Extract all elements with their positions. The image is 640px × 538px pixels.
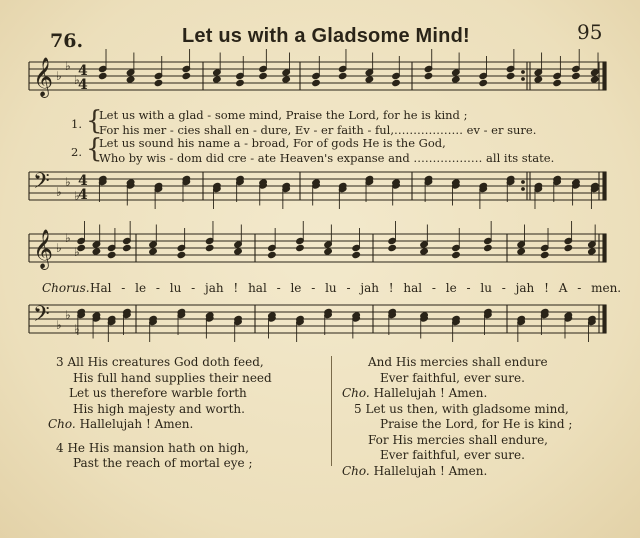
verse-number-1: 1. — [71, 117, 82, 131]
verse1-line2: For his mer - cies shall en - dure, Ev - er faith - ful,……………… ev - er sure. — [99, 123, 537, 137]
verses-left — [48, 355, 272, 472]
svg-text:4: 4 — [78, 187, 88, 203]
svg-text:𝄢: 𝄢 — [33, 169, 50, 199]
svg-text:𝄞: 𝄞 — [33, 229, 54, 269]
verse-4-continued: And His mercies shall endure Ever faithful, ever sure. Cho. Hallelujah ! Amen. — [342, 355, 548, 400]
svg-text:𝄢: 𝄢 — [33, 302, 50, 332]
hymn-number: 76. — [50, 30, 84, 52]
verse-number-2: 2. — [71, 145, 82, 159]
svg-text:♭: ♭ — [74, 322, 80, 336]
brace-verse-1: { — [86, 106, 103, 136]
svg-text:4: 4 — [78, 63, 88, 79]
page-number: 95 — [577, 20, 603, 44]
verse-3: 3 All His creatures God doth feed, His full hand supplies their need Let us therefore warble forth His high majesty and worth. Cho. Hallelujah ! Amen. — [48, 355, 272, 431]
verse2-line1: Let us sound his name a - broad, For of gods He is the God, — [99, 136, 446, 150]
svg-text:♭: ♭ — [56, 241, 62, 255]
hymn-title: Let us with a Gladsome Mind! — [182, 25, 470, 47]
verses-right — [342, 355, 573, 479]
svg-text:♭: ♭ — [56, 185, 62, 199]
brace-verse-2: { — [86, 134, 103, 164]
svg-text:♭: ♭ — [74, 245, 80, 259]
svg-text:♭: ♭ — [74, 73, 80, 87]
chorus-label: Chorus. — [42, 281, 90, 295]
svg-text:4: 4 — [78, 173, 88, 189]
chorus-text: Hal - le - lu - jah ! hal - le - lu - jah ! hal - le - lu - jah ! A - men. — [90, 281, 622, 295]
svg-text:𝄞: 𝄞 — [33, 57, 54, 97]
verse-5: 5 Let us then, with gladsome mind, Praise the Lord, for He is kind ; For His mercies shall endure, Ever faithful, ever sure. Cho. Hallelujah ! Amen. — [342, 401, 573, 478]
svg-text:♭: ♭ — [65, 231, 71, 245]
svg-text:♭: ♭ — [65, 308, 71, 322]
svg-text:4: 4 — [78, 77, 88, 93]
column-divider — [331, 356, 332, 466]
verse-4: 4 He His mansion hath on high, Past the reach of mortal eye ; — [56, 440, 253, 470]
verse1-line1: Let us with a glad - some mind, Praise the Lord, for he is kind ; — [99, 108, 468, 122]
svg-text:♭: ♭ — [74, 189, 80, 203]
svg-text:♭: ♭ — [56, 69, 62, 83]
svg-text:♭: ♭ — [65, 175, 71, 189]
svg-text:♭: ♭ — [56, 318, 62, 332]
verse2-line2: Who by wis - dom did cre - ate Heaven's expanse and ……………… all its state. — [99, 151, 555, 165]
svg-text:♭: ♭ — [65, 59, 71, 73]
